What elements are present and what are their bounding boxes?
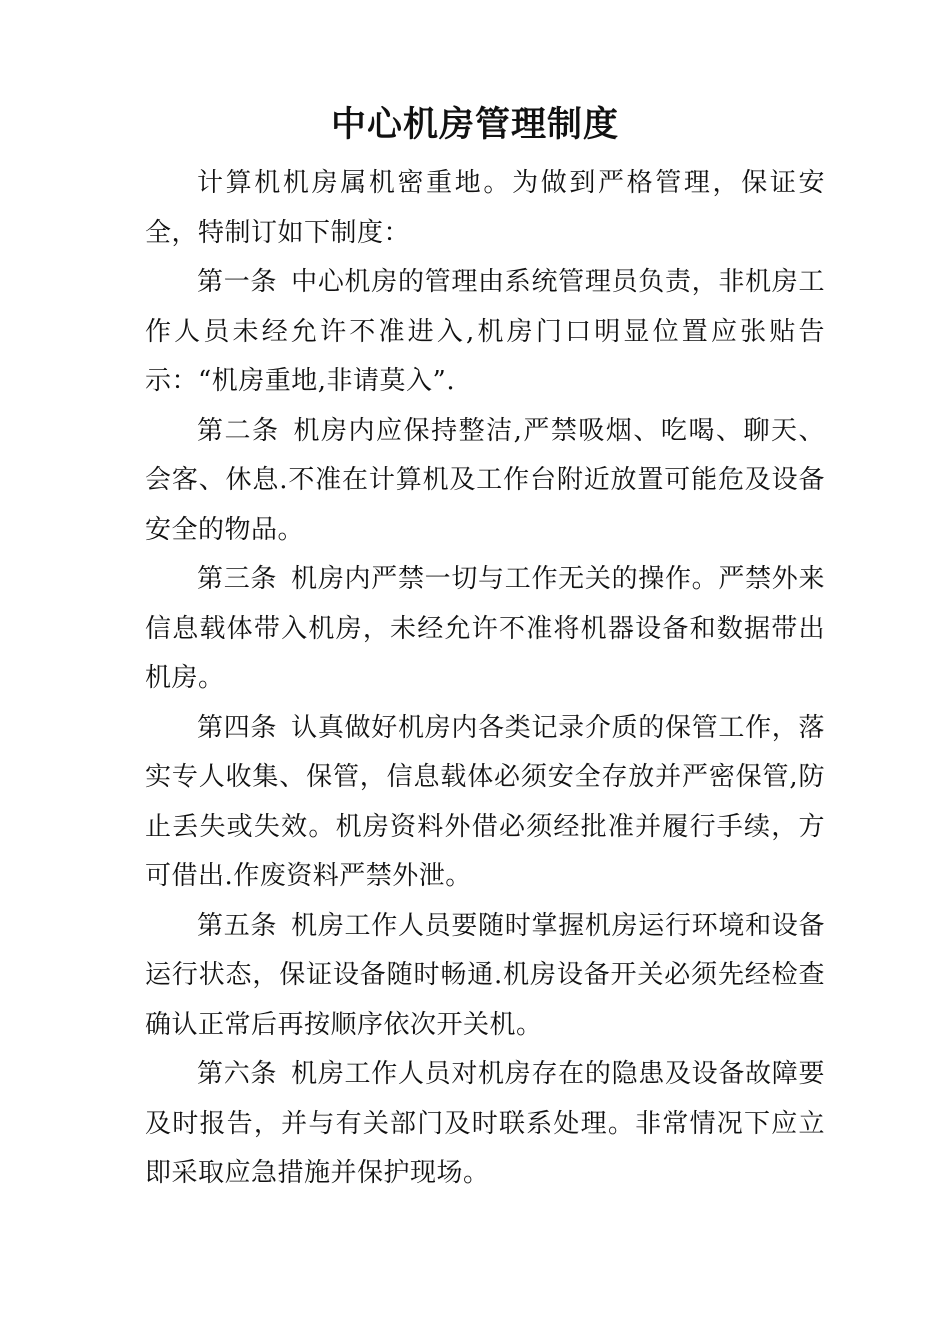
article-text: 认真做好机房内各类记录介质的保管工作，落实专人收集、保管，信息载体必须安全存放并严密保管,防止丢失或失效。机房资料外借必须经批准并履行手续，方可借出.作废资料严禁外泄。 bbox=[145, 712, 825, 891]
article-number: 第六条 bbox=[197, 1059, 278, 1089]
article-paragraph bbox=[145, 407, 825, 556]
article-paragraph bbox=[145, 704, 825, 902]
article-text: 机房工作人员要随时掌握机房运行环境和设备运行状态，保证设备随时畅通.机房设备开关必须先经检查确认正常后再按顺序依次开关机。 bbox=[145, 910, 825, 1040]
article-text: 中心机房的管理由系统管理员负责，非机房工作人员未经允许不准进入,机房门口明显位置应张贴告示：“机房重地,非请莫入”. bbox=[145, 267, 825, 396]
document-title: 中心机房管理制度 bbox=[330, 105, 619, 145]
article-text: 机房工作人员对机房存在的隐患及设备故障要及时报告，并与有关部门及时联系处理。非常情况下应立即采取应急措施并保护现场。 bbox=[145, 1059, 825, 1188]
intro-paragraph: 计算机机房属机密重地。为做到严格管理，保证安全，特制订如下制度： bbox=[145, 168, 825, 248]
article-text: 机房内严禁一切与工作无关的操作。严禁外来信息载体带入机房，未经允许不准将机器设备和数据带出机房。 bbox=[145, 564, 825, 693]
article-number: 第一条 bbox=[197, 267, 278, 297]
article-paragraph bbox=[145, 555, 825, 704]
article-number: 第二条 bbox=[197, 415, 280, 446]
article-number: 第三条 bbox=[197, 564, 278, 594]
article-paragraph bbox=[145, 258, 825, 407]
article-number: 第四条 bbox=[197, 712, 278, 743]
article-paragraph bbox=[145, 902, 825, 1051]
article-number: 第五条 bbox=[197, 910, 278, 941]
article-text: 机房内应保持整洁,严禁吸烟、吃喝、聊天、会客、休息.不准在计算机及工作台附近放置可能危及设备安全的物品。 bbox=[145, 415, 825, 545]
document-body bbox=[145, 159, 825, 1199]
article-paragraph bbox=[145, 1050, 825, 1199]
